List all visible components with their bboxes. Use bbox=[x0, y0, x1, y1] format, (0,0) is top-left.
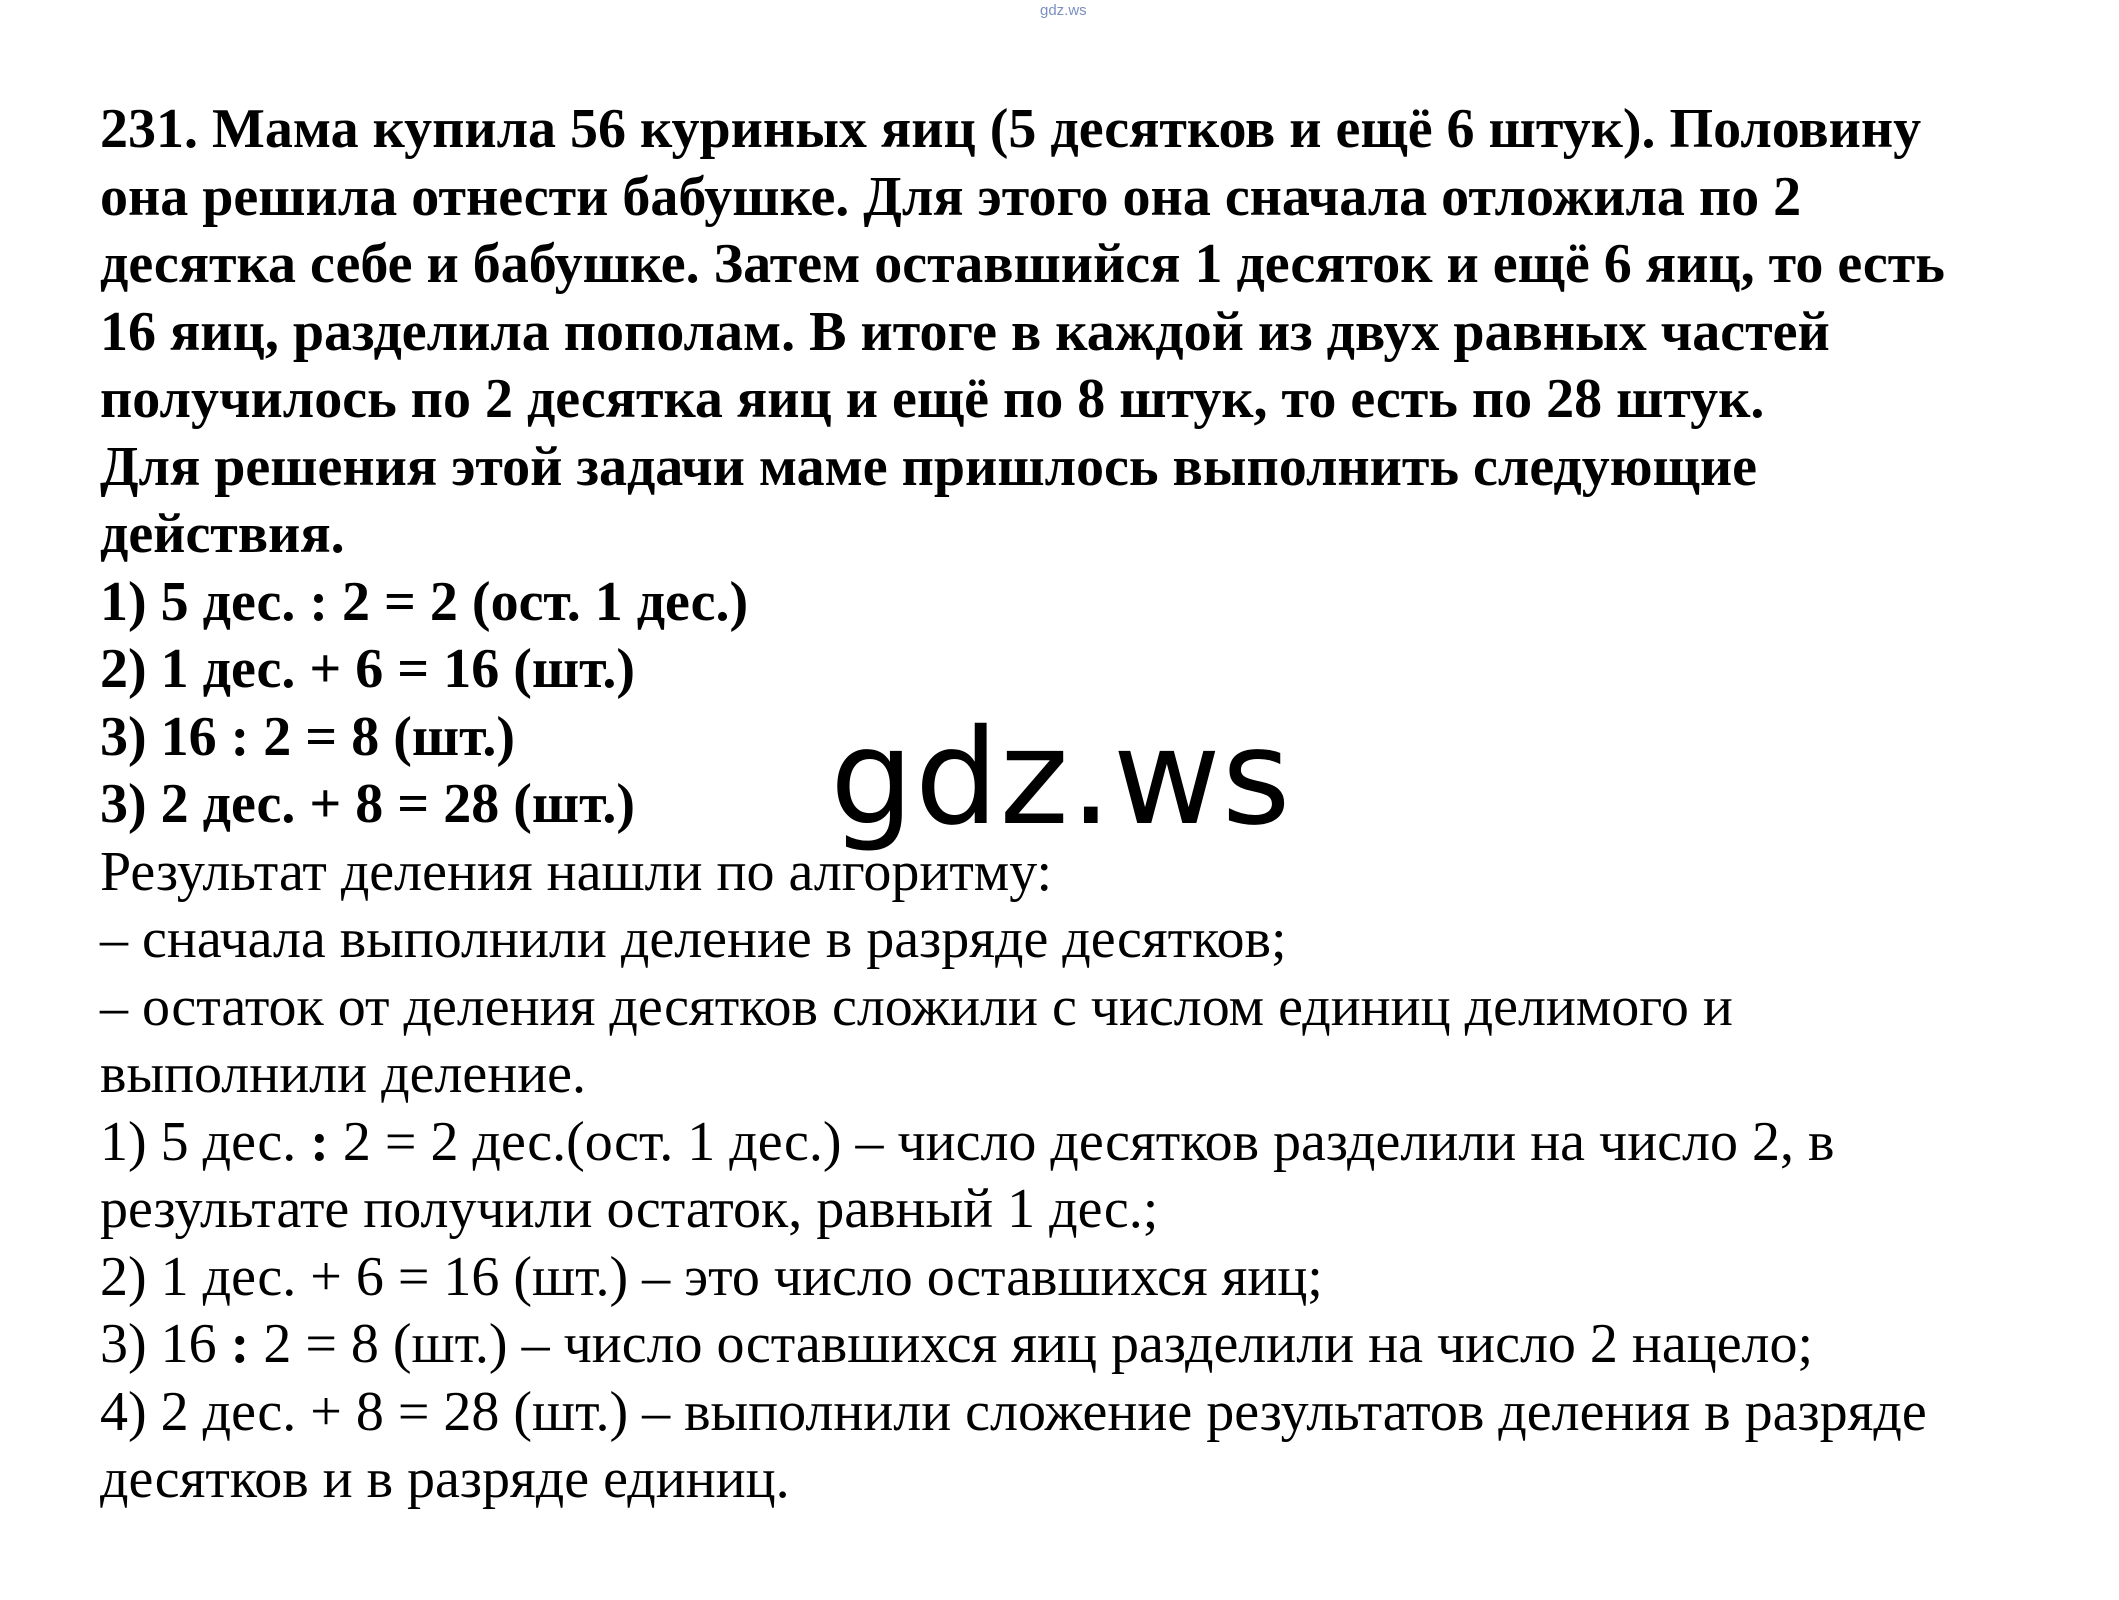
step-text: 2 = 8 (шт.) – число оставшихся яиц разделили на число 2 нацело; bbox=[249, 1313, 1814, 1375]
explanation-line: результате получили остаток, равный 1 дес.; bbox=[100, 1178, 1159, 1240]
action-step: 3) 2 дес. + 8 = 28 (шт.) bbox=[100, 773, 636, 835]
problem-line: действия. bbox=[100, 503, 345, 565]
explanation-line: – остаток от деления десятков сложили с числом единиц делимого и bbox=[100, 975, 1733, 1038]
step-text: 2 = 2 дес.(ост. 1 дес.) – число десятков разделили на число 2, в bbox=[328, 1110, 1835, 1173]
problem-line: она решила отнести бабушке. Для этого она сначала отложила по 2 bbox=[100, 165, 1802, 228]
step-text: 3) 16 bbox=[100, 1313, 231, 1375]
problem-line: получилось по 2 десятка яиц и ещё по 8 штук, то есть по 28 штук. bbox=[100, 368, 1765, 430]
explanation-step bbox=[100, 1109, 2080, 1177]
division-sign: : bbox=[310, 1110, 329, 1173]
explanation-step: 2) 1 дес. + 6 = 16 (шт.) – это число оставшихся яиц; bbox=[100, 1245, 1323, 1308]
watermark-logo-text: gdz.ws bbox=[830, 701, 1292, 855]
problem-line: 231. Мама купила 56 куриных яиц (5 десятков и ещё 6 штук). Половину bbox=[100, 98, 1922, 160]
action-step: 1) 5 дес. : 2 = 2 (ост. 1 дес.) bbox=[100, 570, 749, 633]
top-watermark-text: gdz.ws bbox=[1040, 2, 1087, 19]
step-text: 1) 5 дес. bbox=[100, 1110, 311, 1173]
problem-line: десятка себе и бабушке. Затем оставшийся 1 десяток и ещё 6 яиц, то есть bbox=[100, 233, 1945, 295]
problem-line: Для решения этой задачи маме пришлось выполнить следующие bbox=[100, 435, 1757, 498]
action-step: 2) 1 дес. + 6 = 16 (шт.) bbox=[100, 638, 636, 700]
explanation-line: Результат деления нашли по алгоритму: bbox=[100, 840, 1053, 903]
explanation-step: 4) 2 дес. + 8 = 28 (шт.) – выполнили сложение результатов деления в разряде bbox=[100, 1380, 1927, 1443]
division-sign: : bbox=[230, 1313, 250, 1375]
action-step: 3) 16 : 2 = 8 (шт.) bbox=[100, 705, 516, 768]
explanation-step bbox=[100, 1311, 2080, 1379]
explanation-line: – сначала выполнили деление в разряде десятков; bbox=[100, 908, 1287, 970]
explanation-line: выполнили деление. bbox=[100, 1043, 587, 1105]
explanation-line: десятков и в разряде единиц. bbox=[100, 1448, 790, 1510]
problem-line: 16 яиц, разделила пополам. В итоге в каждой из двух равных частей bbox=[100, 300, 1830, 363]
